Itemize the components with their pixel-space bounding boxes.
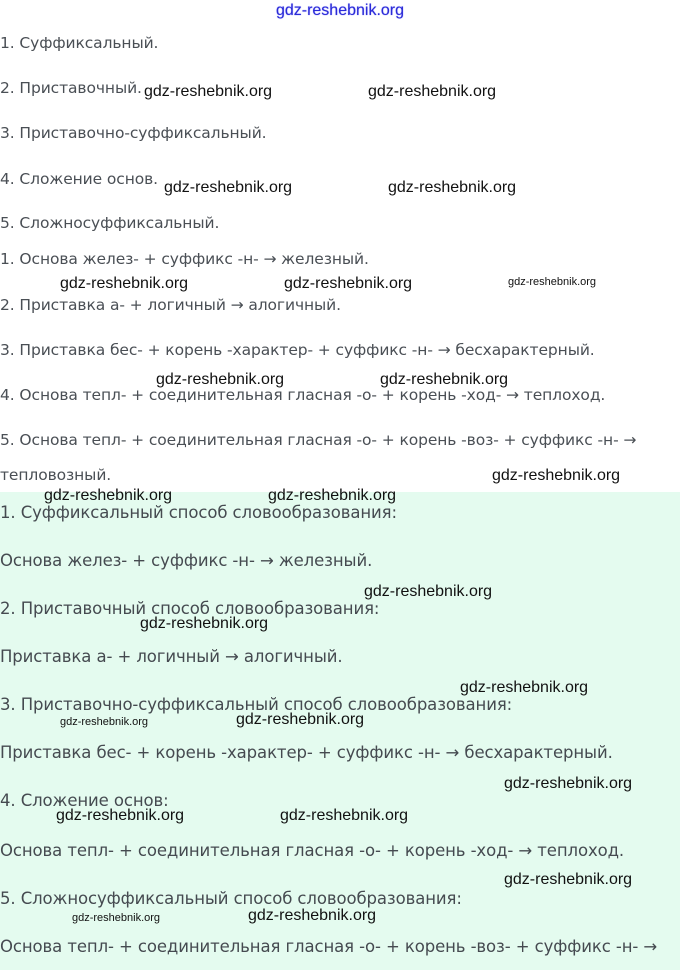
answer-item-3-heading: 3. Приставочно-суффиксальный способ словообразования: bbox=[0, 695, 513, 714]
watermark: gdz-reshebnik.org bbox=[164, 179, 293, 196]
watermark: gdz-reshebnik.org bbox=[156, 371, 285, 388]
watermark: gdz-reshebnik.org bbox=[144, 83, 273, 100]
watermark-small: gdz-reshebnik.org bbox=[72, 912, 161, 924]
watermark: gdz-reshebnik.org bbox=[248, 907, 377, 924]
section2-item-5-continuation: тепловозный. bbox=[0, 466, 112, 484]
watermark: gdz-reshebnik.org bbox=[284, 275, 413, 292]
answer-item-5-heading: 5. Сложносуффиксальный способ словообразования: bbox=[0, 889, 462, 908]
answer-panel bbox=[0, 492, 680, 970]
watermark: gdz-reshebnik.org bbox=[280, 807, 409, 824]
watermark: gdz-reshebnik.org bbox=[368, 83, 497, 100]
answer-item-5-example: Основа тепл- + соединительная гласная -о- + корень -воз- + суффикс -н- → bbox=[0, 937, 658, 956]
watermark-small: gdz-reshebnik.org bbox=[508, 276, 597, 288]
answer-item-4-example: Основа тепл- + соединительная гласная -о- + корень -ход- → теплоход. bbox=[0, 841, 625, 860]
watermark: gdz-reshebnik.org bbox=[140, 615, 269, 632]
watermark: gdz-reshebnik.org bbox=[492, 467, 621, 484]
answer-item-1-example: Основа желез- + суффикс -н- → железный. bbox=[0, 551, 373, 570]
watermark: gdz-reshebnik.org bbox=[504, 775, 633, 792]
watermark: gdz-reshebnik.org bbox=[364, 583, 493, 600]
section2-item-3: 3. Приставка бес- + корень -характер- + суффикс -н- → бесхарактерный. bbox=[0, 341, 595, 359]
site-watermark-header: gdz-reshebnik.org bbox=[275, 2, 405, 19]
watermark: gdz-reshebnik.org bbox=[460, 679, 589, 696]
watermark: gdz-reshebnik.org bbox=[236, 711, 365, 728]
watermark: gdz-reshebnik.org bbox=[380, 371, 509, 388]
watermark: gdz-reshebnik.org bbox=[44, 487, 173, 504]
section1-item-2: 2. Приставочный. bbox=[0, 79, 142, 97]
answer-item-2-example: Приставка а- + логичный → алогичный. bbox=[0, 647, 343, 666]
section2-item-5: 5. Основа тепл- + соединительная гласная -о- + корень -воз- + суффикс -н- → bbox=[0, 431, 637, 449]
answer-item-4-heading: 4. Сложение основ: bbox=[0, 791, 169, 810]
watermark: gdz-reshebnik.org bbox=[60, 275, 189, 292]
section1-item-4: 4. Сложение основ. bbox=[0, 170, 158, 188]
watermark: gdz-reshebnik.org bbox=[504, 871, 633, 888]
section1-item-1: 1. Суффиксальный. bbox=[0, 34, 159, 52]
section2-item-1: 1. Основа желез- + суффикс -н- → железный. bbox=[0, 250, 369, 268]
watermark-small: gdz-reshebnik.org bbox=[60, 716, 149, 728]
section2-item-2: 2. Приставка а- + логичный → алогичный. bbox=[0, 296, 341, 314]
watermark: gdz-reshebnik.org bbox=[268, 487, 397, 504]
section1-item-5: 5. Сложносуффиксальный. bbox=[0, 214, 220, 232]
section1-item-3: 3. Приставочно-суффиксальный. bbox=[0, 124, 267, 142]
answer-item-1-heading: 1. Суффиксальный способ словообразования: bbox=[0, 503, 397, 522]
watermark: gdz-reshebnik.org bbox=[56, 807, 185, 824]
watermark: gdz-reshebnik.org bbox=[388, 179, 517, 196]
section2-item-4: 4. Основа тепл- + соединительная гласная -о- + корень -ход- → теплоход. bbox=[0, 386, 606, 404]
answer-item-3-example: Приставка бес- + корень -характер- + суффикс -н- → бесхарактерный. bbox=[0, 743, 613, 762]
answer-item-2-heading: 2. Приставочный способ словообразования: bbox=[0, 599, 380, 618]
